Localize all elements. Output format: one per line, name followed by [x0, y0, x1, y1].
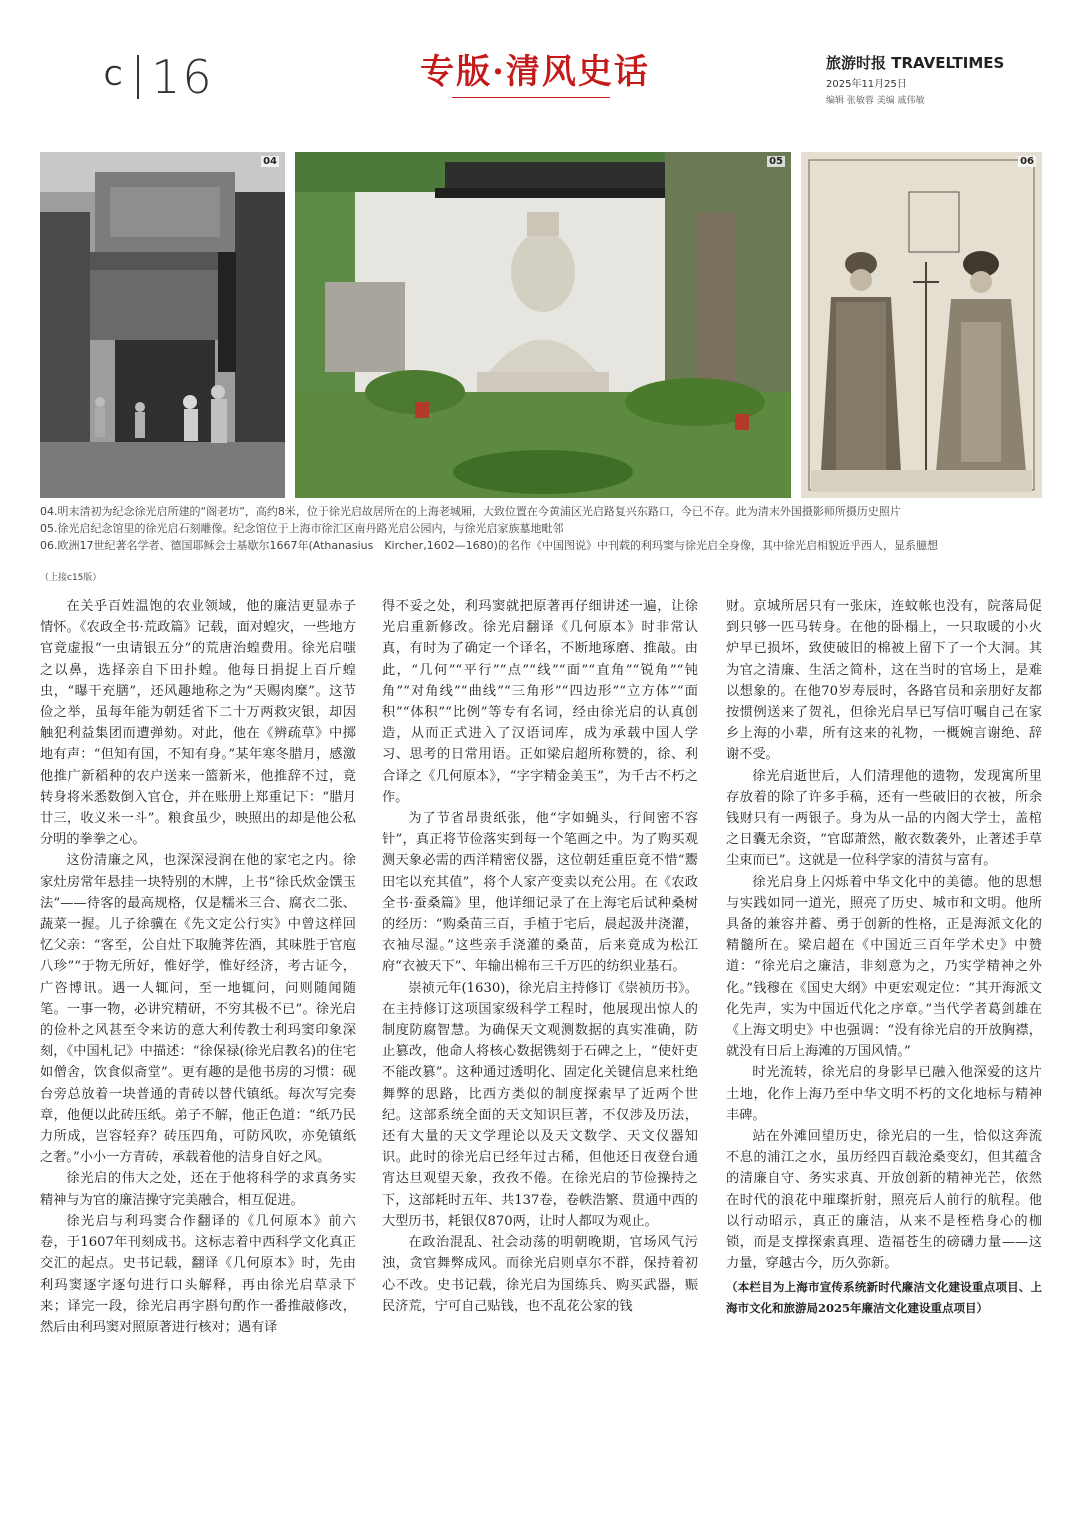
photo-number: 05 [769, 156, 783, 167]
paragraph: 财。京城所居只有一张床，连蚊帐也没有，院落局促到只够一匹马转身。在他的卧榻上，一只取暖的小火炉早已损坏，致使破旧的棉被上留下了一个大洞。其为官之清廉、生活之简朴，这在当时的官场上，是难以想象的。在他70岁寿辰时，各路官员和亲朋好友都按惯例送来了贺礼，但徐光启早已写信叮嘱自己在家乡上海的小辈，所有这来的礼物，一概婉言谢绝、辞谢不受。 [726, 599, 1042, 763]
page-marker [104, 52, 214, 102]
photo-captions [40, 504, 1050, 554]
photo-number: 06 [1020, 156, 1034, 167]
section-letter: C [104, 62, 124, 92]
paragraph: 这份清廉之风，也深深浸润在他的家宅之内。徐家灶房常年悬挂一块特别的木牌，上书“徐氏炊金馔玉法”——待客的最高规格，仅是糯米三合、腐衣二张、蔬菜一握。儿子徐骥在《先文定公行实》中曾这样回忆父亲：“客至，公自灶下取腌荠佐酒，其味胜于官庖八珍”“于物无所好，惟好学，惟好经济，考古证今，广咨博讯。遇一人辄问，至一地辄问，问则随闻随笔。一事一物，必讲究精研，不穷其极不已”。徐光启的俭朴之风甚至令来访的意大利传教士利玛窦印象深刻，《中国札记》中描述：“徐保禄(徐光启教名)的住宅如僧舍，饮食似斋堂”。更有趣的是他书房的习惯：砚台旁总放着一块普通的青砖以替代镇纸。每次写完奏章，他便以此砖压纸。弟子不解，他正色道：“纸乃民力所成，岂容轻弃？砖压四角，可防风吹，亦免镇纸之奢。”小小一方青砖，承载着他的洁身自好之风。 [40, 853, 356, 1166]
brand-en: TRAVELTIMES [891, 54, 1005, 72]
paragraph: 在政治混乱、社会动荡的明朝晚期，官场风气污浊，贪官舞弊成风。而徐光启则卓尔不群，保持着初心不改。史书记载，徐光启为国练兵、购买武器，赈民济荒，宁可自己贴钱，也不乱花公家的钱 [382, 1235, 698, 1314]
article-column-2 [382, 596, 698, 1317]
paragraph: 在关乎百姓温饱的农业领域，他的廉洁更显赤子情怀。《农政全书·荒政篇》记载，面对蝗灾，一些地方官竟虚报“一虫请银五分”的荒唐治蝗费用。徐光启嗤之以鼻，选择亲自下田扑蝗。他每日捐捉上百斤蝗虫，“曝干充膳”，还风趣地称之为“天赐肉糜”。这节俭之举，虽每年能为朝廷省下二十万两救灾银，却因触犯利益集团而遭弹劾。对此，他在《辨疏草》中掷地有声：“但知有国，不知有身。”某年寒冬腊月，感激他推广新稻种的农户送来一篮新米，他推辞不过，竟转身将米悉数倒入官仓，并在账册上郑重记下：“腊月廿三，收义米一斗”。粮食虽少，映照出的却是他公私分明的拳拳之心。 [40, 599, 356, 848]
continued-note: （上接c15版） [40, 573, 102, 583]
paragraph: 时光流转，徐光启的身影早已融入他深爱的这片土地，化作上海乃至中华文明不朽的文化地标与精神丰碑。 [726, 1065, 1042, 1123]
brand [826, 52, 1026, 73]
issue-date: 2025年11月25日 [826, 79, 907, 90]
paragraph: 站在外滩回望历史，徐光启的一生，恰似这奔流不息的浦江之水，虽历经四百载沧桑变幻，但其蕴含的清廉自守、务实求真、开放创新的精神光芒，依然在时代的浪花中璀璨折射，照亮后人前行的航程。他以行动昭示，真正的廉洁，从来不是桎梏身心的枷锁，而是支撑探索真理、造福苍生的磅礴力量——这力量，穿越古今，历久弥新。 [726, 1129, 1042, 1272]
title-underline [452, 97, 610, 98]
photo-archway [40, 152, 285, 498]
divider [137, 55, 139, 99]
paragraph: 为了节省昂贵纸张，他“字如蝇头，行间密不容针”，真正将节俭落实到每一个笔画之中。为了购买观测天象必需的西洋精密仪器，这位朝廷重臣竟不惜“鬻田宅以充其值”，将个人家产变卖以充公用。在《农政全书·蚕桑篇》里，他详细记录了在上海宅后试种桑树的经历：“购桑苗三百，手植于宅后，晨起汲井浇灌，衣袖尽湿。”这些亲手浇灌的桑苗，后来竟成为松江府“衣被天下”、年输出棉布三千万匹的纺织业基石。 [382, 811, 698, 975]
article-column-3 [726, 596, 1042, 1320]
statue-illustration [295, 152, 791, 498]
page-title: 专版·清风史话 [420, 52, 650, 92]
brand-cn: 旅游时报 [826, 54, 887, 72]
paragraph: 徐光启的伟大之处，还在于他将科学的求真务实精神与为官的廉洁操守完美融合，相互促进。 [40, 1171, 356, 1208]
editor-credit: 编辑 张敏蓉 美编 戚伟敏 [826, 96, 925, 106]
engraving-illustration [801, 152, 1042, 498]
page-number: 16 [151, 50, 214, 104]
article-column-1 [40, 596, 356, 1338]
caption-05: 05.徐光启纪念馆里的徐光启石刻雕像。纪念馆位于上海市徐汇区南丹路光启公园内，与徐光启家族墓地毗邻 [40, 521, 564, 535]
paragraph: 徐光启逝世后，人们清理他的遗物，发现寓所里存放着的除了许多手稿，还有一些破旧的衣被，所余钱财只有一两银子。身为从一品的内阁大学士，盖棺之日囊无余资，“官邸萧然，敝衣数袭外，止著述手草尘束而已”。这就是一位科学家的清贫与富有。 [726, 768, 1042, 869]
photo-engraving [801, 152, 1042, 498]
paragraph: 徐光启与利玛窦合作翻译的《几何原本》前六卷，于1607年刊刻成书。这标志着中西科学文化真正交汇的起点。史书记载，翻译《几何原本》时，先由利玛窦逐字逐句进行口头解释，再由徐光启草录下来；译完一段，徐光启再字斟句酌作一番推敲修改，然后由利玛窦对照原著进行核对；遇有译 [40, 1213, 356, 1335]
column-credit: （本栏目为上海市宣传系统新时代廉洁文化建设重点项目、上海市文化和旅游局2025年廉洁文化建设重点项目） [726, 1279, 1042, 1315]
caption-04: 04.明末清初为纪念徐光启所建的“阁老坊”，高约8米，位于徐光启故居所在的上海老城厢，大致位置在今黄浦区光启路复兴东路口，今已不存。此为清末外国摄影师所摄历史照片 [40, 505, 901, 518]
masthead [826, 52, 1026, 106]
photo-number: 04 [263, 156, 277, 167]
paragraph: 崇祯元年(1630)，徐光启主持修订《崇祯历书》。在主持修订这项国家级科学工程时，他展现出惊人的制度防腐智慧。为确保天文观测数据的真实准确，防止篡改，他命人将核心数据镌刻于石碑之上，“使奸吏不能改篡”。这种通过透明化、固定化关键信息来杜绝舞弊的思路，比西方类似的制度探索早了近两个世纪。这部系统全面的天文知识巨著，不仅涉及历法，还有大量的天文学理论以及天文数学、天文仪器知识。此时的徐光启已经年过古稀，但他还日夜登台通宵达旦观望天象，孜孜不倦。在徐光启的节俭操持之下，这部耗时五年、共137卷，卷帙浩繁、贯通中西的大型历书，耗银仅870两，让时人都叹为观止。 [382, 980, 698, 1229]
caption-06: 06.欧洲17世纪著名学者、德国耶稣会士基歇尔1667年(Athanasius Kircher,1602—1680)的名作《中国图说》中刊载的利玛窦与徐光启全身像，其中徐光启相貌近乎西人，显系臆想 [40, 538, 938, 552]
archway-illustration [40, 152, 285, 498]
paragraph: 徐光启身上闪烁着中华文化中的美德。他的思想与实践如同一道光，照亮了历史、城市和文明。他所具备的兼容并蓄、勇于创新的性格，正是海派文化的精髓所在。梁启超在《中国近三百年学术史》中赞道：“徐光启之廉洁，非刻意为之，乃实学精神之外化。”钱穆在《国史大纲》中更宏观定位：“其开海派文化先声，实为中国近代化之序章。”当代学者葛剑雄在《上海文明史》中也强调：“没有徐光启的开放胸襟，就没有日后上海滩的万国风情。” [726, 874, 1042, 1060]
paragraph: 得不妥之处，利玛窦就把原著再仔细讲述一遍，让徐光启重新修改。徐光启翻译《几何原本》时非常认真，有时为了确定一个译名，不断地琢磨、推敲。由此，“几何”“平行”“点”“线”“面”“直角”“锐角”“钝角”“对角线”“曲线”“三角形”“四边形”“立方体”“面积”“体积”“比例”等专有名词，经由徐光启的认真创造，从而正式进入了汉语词库，成为承载中国人学习、思考的日常用语。正如梁启超所称赞的，徐、利合译之《几何原本》，“字字精金美玉”，为千古不朽之作。 [382, 599, 698, 805]
photo-statue [295, 152, 791, 498]
